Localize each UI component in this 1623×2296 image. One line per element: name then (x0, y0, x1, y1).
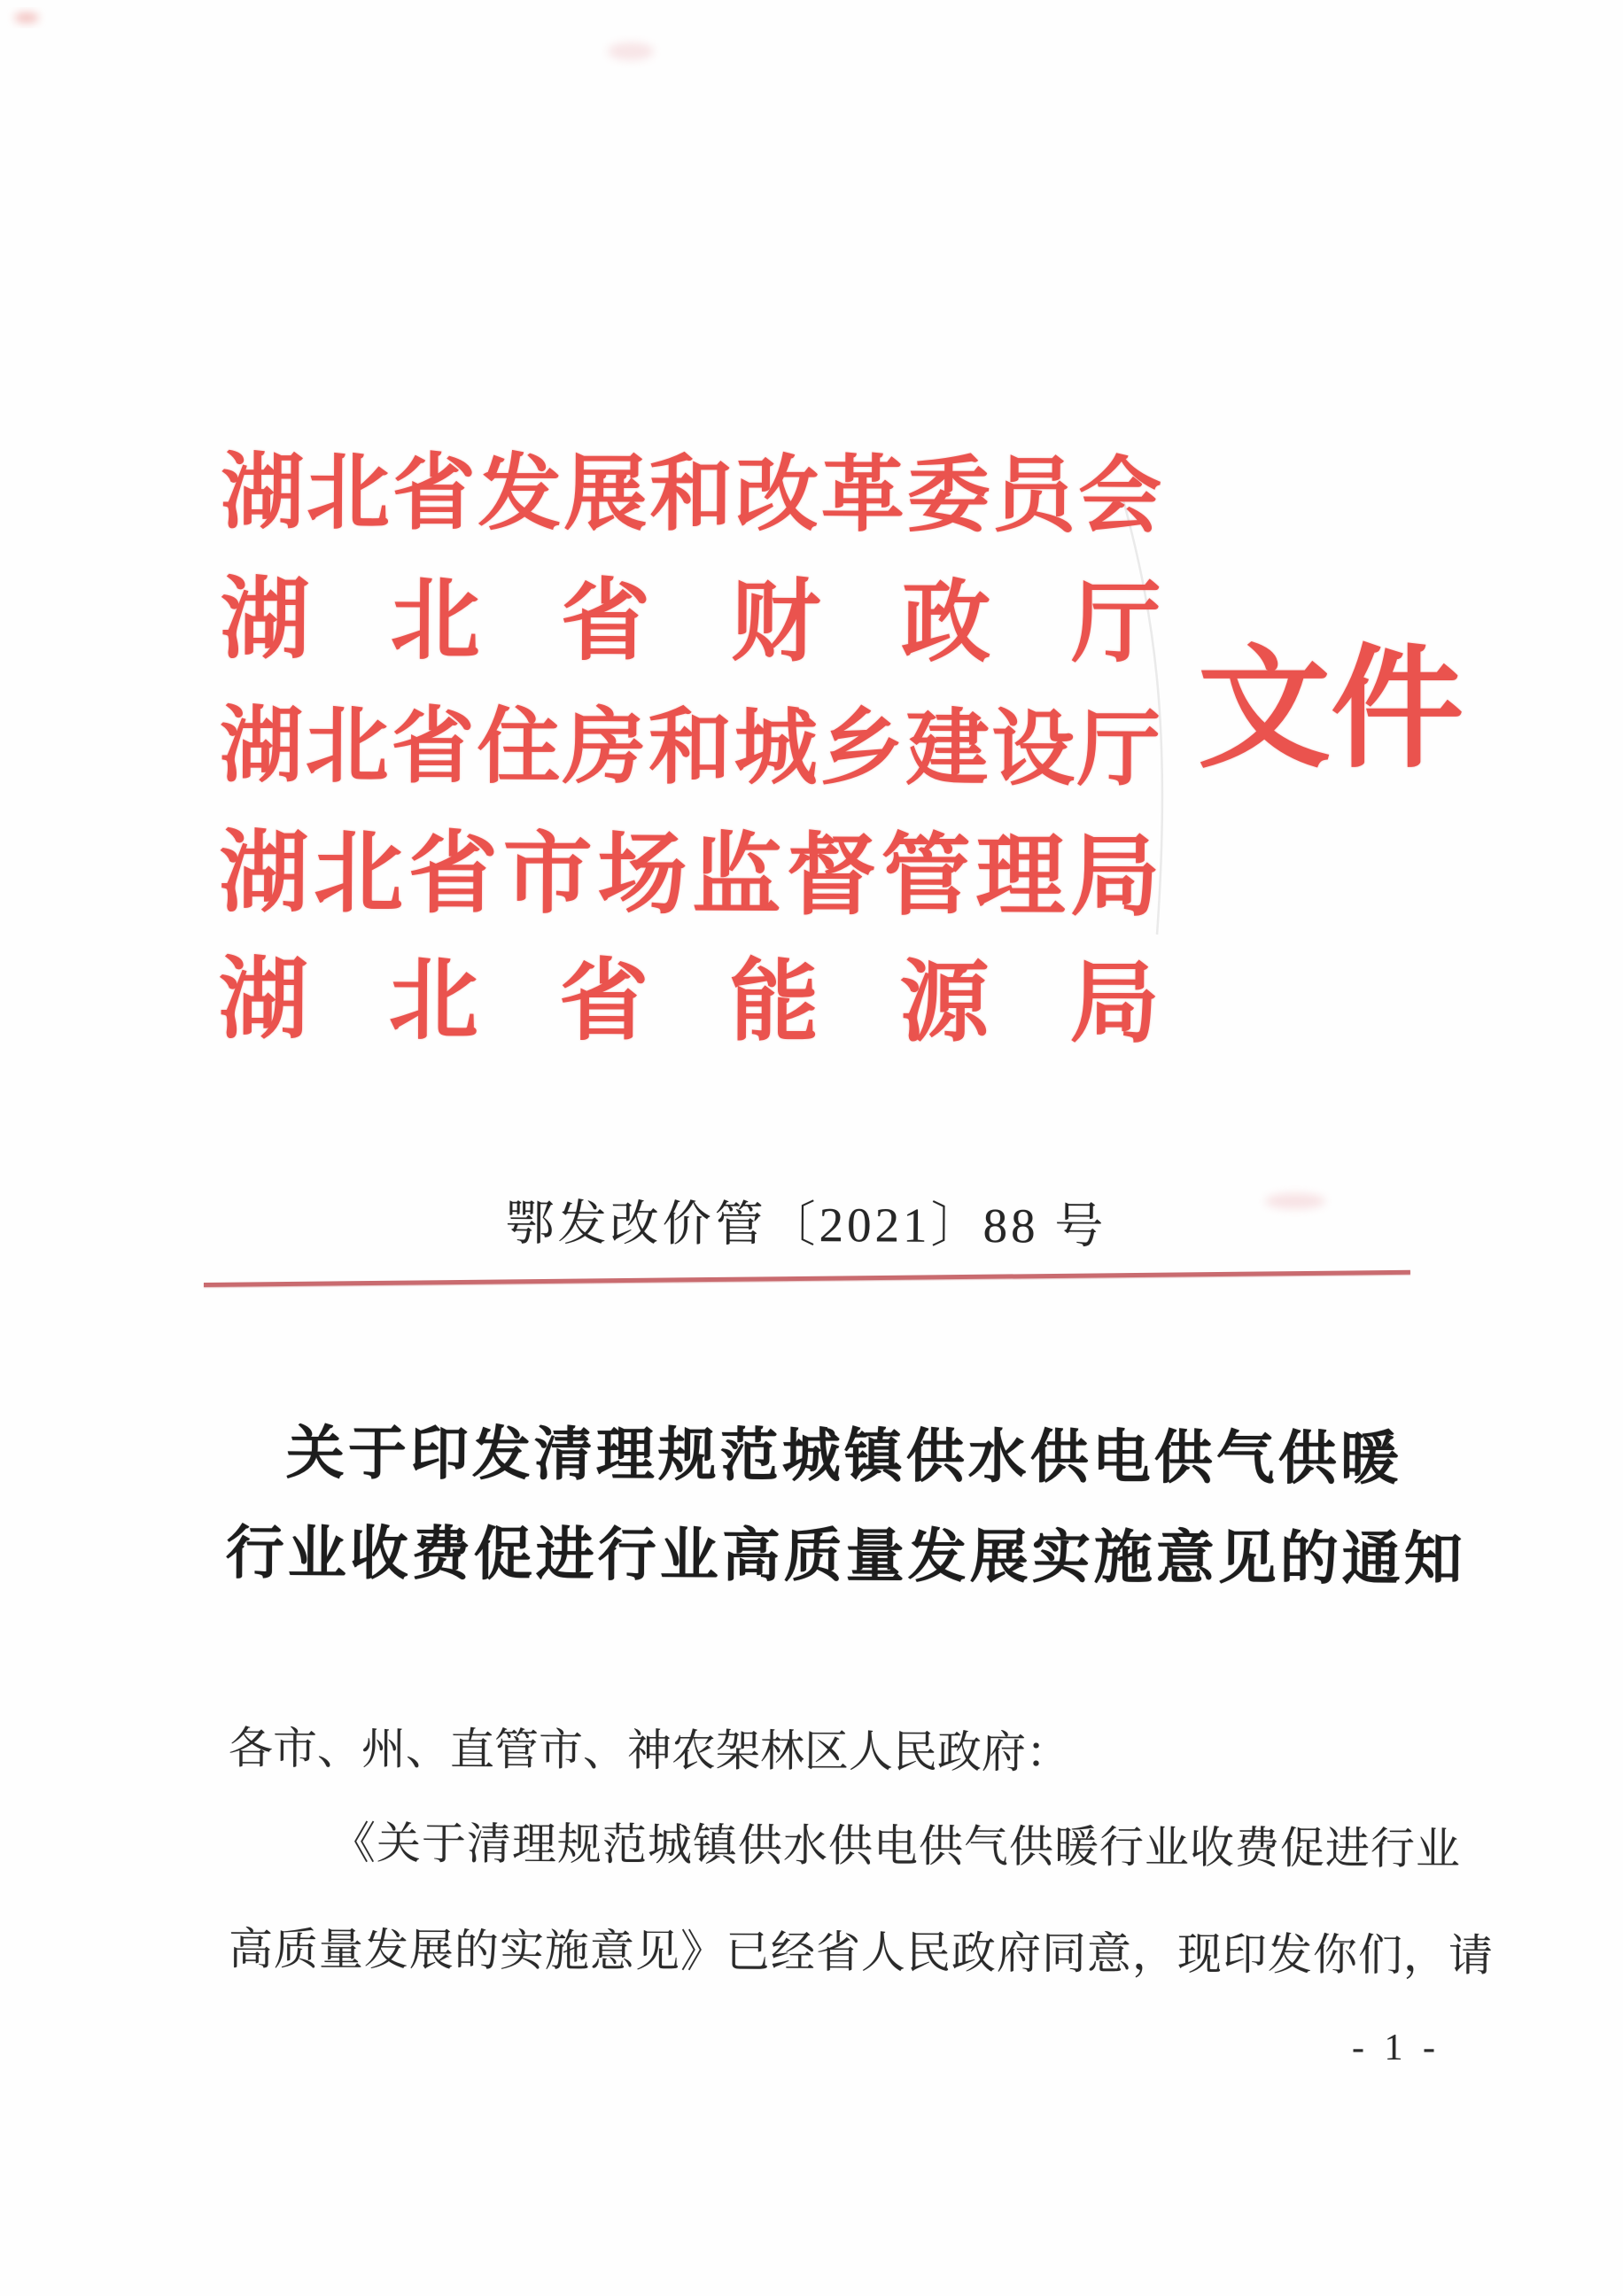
body-paragraph-line-1: 《关于清理规范城镇供水供电供气供暖行业收费促进行业 (330, 1818, 1462, 1874)
doc-type-label: 文 件 (1198, 637, 1464, 784)
agency-name-energy-bureau: 湖 北 省 能 源 局 (218, 950, 1160, 1054)
agency-name-market-supervision-administration: 湖 北 省 市 场 监 督 管 理 局 (219, 823, 1161, 927)
title-line-2: 行业收费促进行业高质量发展实施意见的通知 (225, 1521, 1466, 1593)
agency-name-development-reform-commission: 湖 北 省 发 展 和 改 革 委 员 会 (220, 446, 1162, 544)
salutation-line: 各市、州、直管市、神农架林区人民政府： (228, 1723, 1071, 1778)
body-paragraph-line-2: 高质量发展的实施意见》已经省人民政府同意，现印发你们，请 (228, 1924, 1495, 1981)
title-line-1: 关于印发清理规范城镇供水供电供气供暖 (285, 1421, 1402, 1493)
reference-number: 鄂发改价管〔2021〕88 号 (505, 1196, 1107, 1253)
agency-name-finance-department: 湖 北 省 财 政 厅 (220, 570, 1161, 674)
page-number: - 1 - (1352, 2028, 1441, 2068)
red-divider-line (204, 1270, 1410, 1287)
scan-smudge (14, 12, 39, 23)
document-title (225, 1403, 1466, 1610)
agency-name-housing-urban-rural-department: 湖 北 省 住 房 和 城 乡 建 设 厅 (219, 700, 1161, 797)
letterhead-agency-list (218, 422, 1161, 1059)
scan-smudge (608, 43, 654, 60)
